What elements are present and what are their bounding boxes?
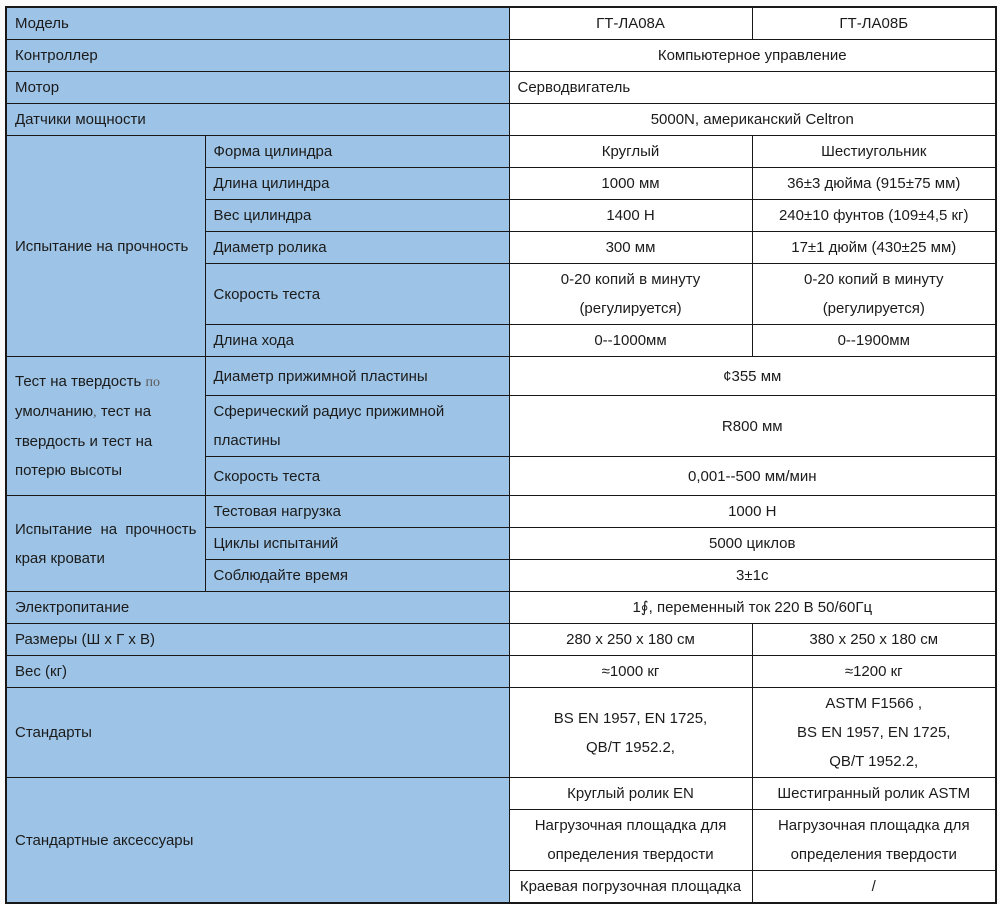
- label-power: Электропитание: [6, 592, 509, 624]
- value-cylinder-length-a: 1000 мм: [509, 168, 752, 200]
- value-press-plate-diameter: ¢355 мм: [509, 357, 996, 396]
- label-motor: Мотор: [6, 72, 509, 104]
- value-cylinder-shape-a: Круглый: [509, 136, 752, 168]
- accessories-1-b-line2: определения твердости: [790, 846, 957, 863]
- row-accessories-0: [6, 778, 996, 810]
- value-cylinder-weight-a: 1400 Н: [509, 200, 752, 232]
- value-spherical-radius: R800 мм: [509, 396, 996, 457]
- value-test-load: 1000 Н: [509, 496, 996, 528]
- label-cylinder-shape: Форма цилиндра: [205, 136, 509, 168]
- spec-table: [5, 6, 997, 904]
- value-power: 1∮, переменный ток 220 В 50/60Гц: [509, 592, 996, 624]
- label-model: Модель: [6, 7, 509, 40]
- value-accessories-1-b: [752, 810, 996, 871]
- value-accessories-1-a: [509, 810, 752, 871]
- label-edge-category: Испытание на прочность края кровати: [6, 496, 205, 592]
- value-dimensions-a: 280 x 250 x 180 см: [509, 624, 752, 656]
- row-sensors: [6, 104, 996, 136]
- row-durability-0: [6, 136, 996, 168]
- label-durability-category: Испытание на прочность: [6, 136, 205, 357]
- value-accessories-0-b: Шестигранный ролик ASTM: [752, 778, 996, 810]
- value-cylinder-length-b: 36±3 дюйма (915±75 мм): [752, 168, 996, 200]
- row-controller: [6, 40, 996, 72]
- value-weight-a: ≈1000 кг: [509, 656, 752, 688]
- row-dimensions: [6, 624, 996, 656]
- hardness-label-part2: умолчанию: [15, 403, 94, 420]
- value-accessories-2-b: /: [752, 871, 996, 904]
- value-test-speed-a: 0-20 копий в минуту (регулируется): [509, 264, 752, 325]
- label-test-load: Тестовая нагрузка: [205, 496, 509, 528]
- value-test-speed-b: 0-20 копий в минуту (регулируется): [752, 264, 996, 325]
- label-stroke-length: Длина хода: [205, 325, 509, 357]
- hardness-label-alt2: ,: [93, 405, 97, 420]
- value-model-b: ГТ-ЛА08Б: [752, 7, 996, 40]
- standards-b-line3: QB/T 1952.2,: [829, 753, 919, 770]
- label-accessories-category: Стандартные аксессуары: [6, 778, 509, 904]
- label-roller-diameter: Диаметр ролика: [205, 232, 509, 264]
- value-motor: Серводвигатель: [509, 72, 996, 104]
- standards-b-line1: ASTM F1566 ,: [825, 695, 923, 712]
- label-press-plate-diameter: Диаметр прижимной пластины: [205, 357, 509, 396]
- label-controller: Контроллер: [6, 40, 509, 72]
- label-spherical-radius: Сферический радиус прижимной пластины: [205, 396, 509, 457]
- value-standards-a: [509, 688, 752, 778]
- accessories-1-b-line1: Нагрузочная площадка для: [777, 817, 970, 834]
- value-cylinder-shape-b: Шестиугольник: [752, 136, 996, 168]
- value-roller-diameter-a: 300 мм: [509, 232, 752, 264]
- value-dimensions-b: 380 x 250 x 180 см: [752, 624, 996, 656]
- label-cylinder-length: Длина цилиндра: [205, 168, 509, 200]
- value-weight-b: ≈1200 кг: [752, 656, 996, 688]
- row-weight: [6, 656, 996, 688]
- standards-b-line2: BS EN 1957, EN 1725,: [797, 724, 951, 741]
- value-stroke-length-b: 0--1900мм: [752, 325, 996, 357]
- label-hardness-test-speed: Скорость теста: [205, 457, 509, 496]
- label-dwell-time: Соблюдайте время: [205, 560, 509, 592]
- value-cylinder-weight-b: 240±10 фунтов (109±4,5 кг): [752, 200, 996, 232]
- hardness-label-alt1: по: [145, 375, 160, 390]
- label-dimensions: Размеры (Ш х Г х В): [6, 624, 509, 656]
- label-cylinder-weight: Вес цилиндра: [205, 200, 509, 232]
- value-controller: Компьютерное управление: [509, 40, 996, 72]
- label-weight: Вес (кг): [6, 656, 509, 688]
- value-hardness-test-speed: 0,001--500 мм/мин: [509, 457, 996, 496]
- value-model-a: ГТ-ЛА08А: [509, 7, 752, 40]
- value-test-cycles: 5000 циклов: [509, 528, 996, 560]
- value-stroke-length-a: 0--1000мм: [509, 325, 752, 357]
- row-motor: [6, 72, 996, 104]
- value-accessories-2-a: Краевая погрузочная площадка: [509, 871, 752, 904]
- value-dwell-time: 3±1с: [509, 560, 996, 592]
- label-sensors: Датчики мощности: [6, 104, 509, 136]
- standards-a-line1: BS EN 1957, EN 1725,: [553, 709, 708, 727]
- value-accessories-0-a: Круглый ролик EN: [509, 778, 752, 810]
- label-standards: Стандарты: [6, 688, 509, 778]
- hardness-label-part3: тест на твердость и тест на потерю высоты: [15, 403, 153, 479]
- row-standards: [6, 688, 996, 778]
- row-edge-0: [6, 496, 996, 528]
- label-test-cycles: Циклы испытаний: [205, 528, 509, 560]
- value-sensors: 5000N, американский Celtron: [509, 104, 996, 136]
- row-hardness-0: [6, 357, 996, 396]
- row-power: [6, 592, 996, 624]
- accessories-1-a-line2: определения твердости: [547, 846, 714, 863]
- hardness-label-part1: Тест на твердость: [15, 373, 146, 390]
- value-standards-b: [752, 688, 996, 778]
- value-roller-diameter-b: 17±1 дюйм (430±25 мм): [752, 232, 996, 264]
- standards-a-line2: QB/T 1952.2,: [586, 738, 675, 756]
- accessories-1-a-line1: Нагрузочная площадка для: [534, 817, 727, 834]
- row-model: [6, 7, 996, 40]
- label-hardness-category: [6, 357, 205, 496]
- label-test-speed: Скорость теста: [205, 264, 509, 325]
